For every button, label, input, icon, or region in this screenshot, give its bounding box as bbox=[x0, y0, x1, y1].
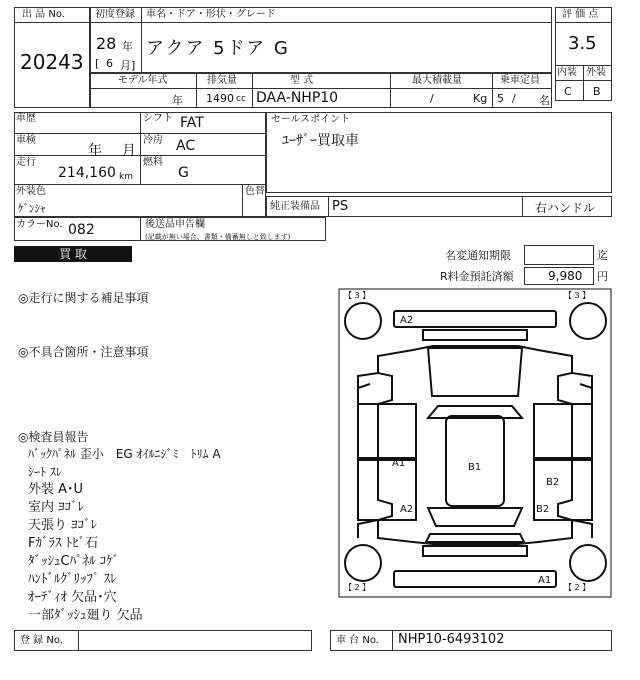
score-label: 評 価 点 bbox=[562, 9, 599, 20]
reg-year-unit: 年 bbox=[122, 40, 133, 53]
mark-right-rear-door: B2 bbox=[536, 504, 550, 515]
mileage-unit: km bbox=[119, 172, 133, 182]
tire-rear-left bbox=[345, 545, 381, 581]
mark-front-bumper: A1 bbox=[538, 575, 552, 586]
sales-point-label: セールスポイント bbox=[271, 114, 351, 125]
purchase-bar: 買 取 bbox=[14, 246, 132, 262]
fuel-label: 燃料 bbox=[143, 157, 163, 168]
model-year-label: モデル年式 bbox=[118, 75, 168, 86]
history-label: 車歴 bbox=[16, 113, 36, 124]
top-left-label: 【 3 】 bbox=[344, 291, 371, 300]
tire-front-right bbox=[570, 303, 606, 339]
mileage: 214,160 bbox=[58, 165, 116, 181]
capacity-label: 乗車定員 bbox=[500, 75, 540, 86]
interior-grade: C bbox=[564, 85, 572, 98]
mark-right-rear-quarter: B2 bbox=[546, 477, 560, 488]
fuel: G bbox=[178, 165, 189, 181]
report-line: ﾀﾞｯｼｭCﾊﾟﾈﾙ ｺｹﾞ bbox=[28, 554, 120, 569]
roof-panel bbox=[446, 416, 504, 506]
ac-label: 冷房 bbox=[143, 135, 163, 146]
ac: AC bbox=[176, 138, 196, 154]
later-docs-label: 後送品申告欄 bbox=[145, 219, 205, 230]
displacement-unit: cc bbox=[236, 94, 246, 104]
ext-color-label: 外装色 bbox=[16, 186, 46, 197]
mark-left-front-door: A1 bbox=[392, 458, 406, 469]
report-line: ﾊﾞｯｸﾊﾟﾈﾙ 歪小 EG ｵｲﾙﾆｼﾞﾐ ﾄﾘﾑ A bbox=[28, 447, 221, 461]
equipment: PS bbox=[332, 199, 349, 214]
report-line: 外装 A･U bbox=[28, 482, 84, 497]
inspector-report-title: ◎検査員報告 bbox=[18, 430, 89, 444]
model-year-unit: 年 bbox=[172, 94, 183, 107]
later-docs-note: (記載が無い場合、書類・備蓄無しと致します) bbox=[145, 233, 291, 241]
shift: FAT bbox=[180, 115, 204, 131]
name-change-label: 名変通知期限 bbox=[445, 249, 511, 262]
right-front-door bbox=[534, 404, 592, 458]
sales-point: ﾕｰｻﾞｰ買取車 bbox=[282, 133, 359, 149]
color-no: 082 bbox=[68, 222, 95, 238]
displacement-label: 排気量 bbox=[207, 75, 237, 86]
driving-notes-title: ◎走行に関する補足事項 bbox=[18, 291, 149, 305]
score: 3.5 bbox=[568, 33, 597, 54]
inspection-year-unit: 年 bbox=[88, 143, 102, 159]
displacement: 1490 bbox=[206, 92, 234, 105]
name-change-unit: 迄 bbox=[597, 249, 608, 262]
chassis-label: 車 台 No. bbox=[336, 635, 379, 646]
reg-month: 6 bbox=[106, 57, 113, 70]
name-change-box bbox=[524, 245, 594, 265]
reg-month-unit: 月] bbox=[120, 59, 136, 72]
front-bumper-panel bbox=[394, 571, 556, 587]
recycle-unit: 円 bbox=[597, 270, 608, 283]
interior-label: 内装 bbox=[557, 67, 577, 78]
reg-year: 28 bbox=[96, 34, 117, 53]
report-line: ﾊﾝﾄﾞﾙｸﾞﾘｯﾌﾟ ｽﾚ bbox=[28, 572, 117, 587]
chassis-no: NHP10-6493102 bbox=[398, 632, 505, 647]
recycle-label: R料金預託済額 bbox=[440, 270, 514, 283]
lot-no-label: 出 品 No. bbox=[22, 9, 65, 20]
report-line: 一部ﾀﾞｯｼｭ廻り 欠品 bbox=[28, 608, 143, 623]
inspection-label: 車検 bbox=[16, 135, 36, 146]
reg-month-open: [ bbox=[95, 57, 100, 70]
bottom-right-label: 【 2 】 bbox=[564, 583, 591, 592]
left-front-door bbox=[358, 404, 416, 458]
report-line: 天張り ﾖｺﾞﾚ bbox=[28, 518, 98, 533]
mileage-label: 走行 bbox=[16, 157, 36, 168]
type-label: 型 式 bbox=[290, 75, 314, 86]
handle-position: 右ハンドル bbox=[535, 201, 596, 215]
equipment-label: 純正装備品 bbox=[270, 201, 320, 212]
color-no-label: カラーNo. bbox=[16, 219, 63, 230]
report-line: ｵｰﾃﾞｨｵ 欠品･穴 bbox=[28, 590, 117, 605]
repaint-label: 色替 bbox=[245, 186, 265, 197]
top-right-label: 【 3 】 bbox=[564, 291, 591, 300]
defects-title: ◎不具合箇所・注意事項 bbox=[18, 345, 149, 359]
tire-rear-right bbox=[570, 545, 606, 581]
damage-diagram bbox=[338, 288, 612, 598]
max-load-label: 最大積載量 bbox=[412, 75, 462, 86]
car-name: アクア 5ドア G bbox=[146, 38, 290, 59]
report-line: 室内 ﾖｺﾞﾚ bbox=[28, 500, 85, 515]
report-line: ｼｰﾄ ｽﾚ bbox=[28, 465, 62, 479]
max-load-sep: / bbox=[430, 92, 434, 105]
tire-front-left bbox=[345, 303, 381, 339]
rear-bumper-panel bbox=[394, 311, 556, 327]
ext-color: ｹﾞﾝｼｬ bbox=[18, 202, 46, 215]
exterior-label: 外装 bbox=[586, 67, 606, 78]
exterior-grade: B bbox=[593, 85, 601, 98]
capacity: 5 bbox=[497, 92, 504, 105]
mark-left-rear-door: A2 bbox=[400, 504, 414, 515]
model-type: DAA-NHP10 bbox=[256, 90, 339, 106]
lot-no: 20243 bbox=[20, 50, 84, 74]
first-reg-label: 初度登録 bbox=[95, 9, 135, 20]
recycle-fee: 9,980 bbox=[548, 269, 583, 283]
mark-rear-bumper: A2 bbox=[400, 315, 414, 326]
capacity-unit: 名 bbox=[539, 94, 550, 107]
max-load-unit: Kg bbox=[473, 92, 488, 105]
inspection-month-unit: 月 bbox=[122, 143, 136, 159]
car-label: 車名・ドア・形状・グレード bbox=[146, 9, 276, 20]
bottom-left-label: 【 2 】 bbox=[344, 583, 371, 592]
capacity-sep: / bbox=[512, 92, 516, 105]
mark-roof: B1 bbox=[468, 462, 482, 473]
reg-no-label: 登 録 No. bbox=[20, 635, 63, 646]
report-line: Fｶﾞﾗｽ ﾄﾋﾞ石 bbox=[28, 536, 99, 551]
shift-label: シフト bbox=[143, 113, 173, 124]
